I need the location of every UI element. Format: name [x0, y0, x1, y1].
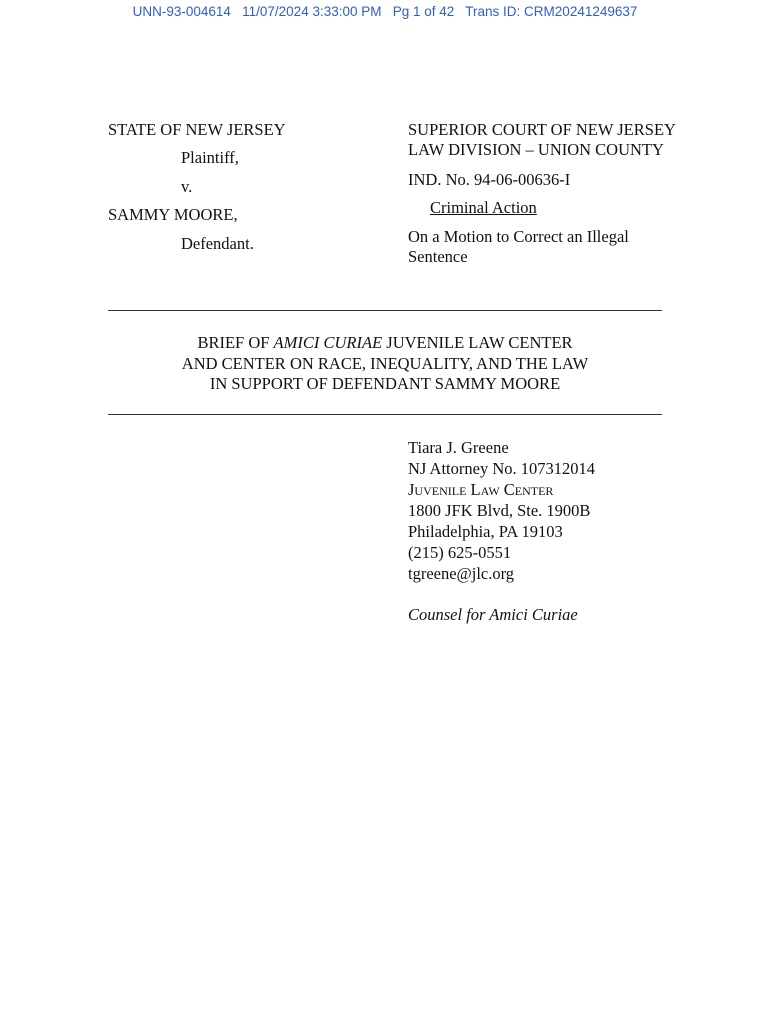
motion-line2: Sentence [408, 247, 468, 266]
bar-number: NJ Attorney No. 107312014 [408, 459, 595, 478]
title-amici: AMICI CURIAE [273, 333, 383, 352]
indictment-number: IND. No. 94-06-00636-I [408, 170, 571, 189]
email-address[interactable]: tgreene@jlc.org [408, 564, 515, 583]
phone-number: (215) 625-0551 [408, 543, 512, 562]
organization-name: Juvenile Law Center [408, 480, 554, 499]
title-suffix: JUVENILE LAW CENTER [382, 333, 573, 352]
address-line1: 1800 JFK Blvd, Ste. 1900B [408, 501, 591, 520]
title-prefix: BRIEF OF [197, 333, 274, 352]
counsel-block [408, 437, 595, 625]
filing-stamp: UNN-93-004614 11/07/2024 3:33:00 PM Pg 1 of 42 Trans ID: CRM20241249637 [132, 4, 638, 19]
top-divider [108, 310, 662, 311]
title-line1 [0, 333, 770, 354]
court-name-line2: LAW DIVISION – UNION COUNTY [408, 140, 664, 159]
motion-line1: On a Motion to Correct an Illegal [408, 227, 629, 246]
address-line2: Philadelphia, PA 19103 [408, 522, 563, 541]
plaintiff-role: Plaintiff, [181, 148, 239, 167]
plaintiff-name: STATE OF NEW JERSEY [108, 120, 286, 139]
title-line3: IN SUPPORT OF DEFENDANT SAMMY MOORE [209, 374, 561, 393]
title-line2: AND CENTER ON RACE, INEQUALITY, AND THE LAW [181, 353, 589, 373]
bottom-divider [108, 414, 662, 415]
counsel-name: Tiara J. Greene [408, 438, 509, 457]
defendant-role: Defendant. [181, 234, 254, 253]
defendant-name: SAMMY MOORE, [108, 205, 238, 224]
court-name-line1: SUPERIOR COURT OF NEW JERSEY [408, 120, 676, 139]
brief-title [0, 333, 770, 395]
action-type: Criminal Action [430, 198, 537, 217]
court-info-block [408, 120, 676, 267]
counsel-role: Counsel for Amici Curiae [408, 605, 578, 624]
versus-label: v. [181, 177, 193, 196]
